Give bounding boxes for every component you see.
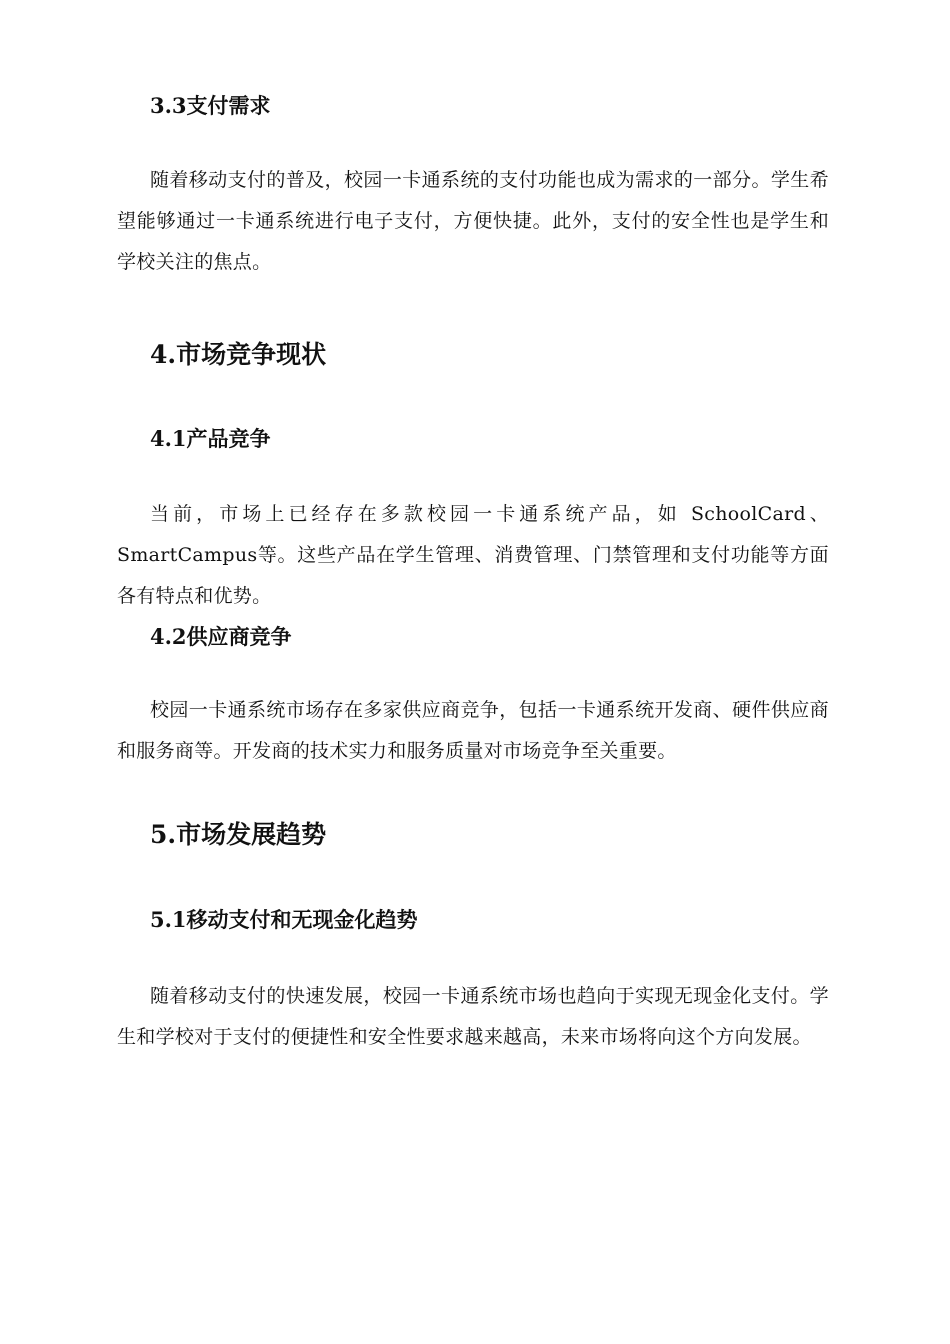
paragraph-product-competition: 当前，市场上已经存在多款校园一卡通系统产品，如 SchoolCard、SmartCampus等。这些产品在学生管理、消费管理、门禁管理和支付功能等方面各有特点和优势。: [117, 503, 829, 607]
heading-5-1-mobile-cashless: 5.1移动支付和无现金化趋势: [150, 907, 418, 932]
paragraph-supplier-competition: 校园一卡通系统市场存在多家供应商竞争，包括一卡通系统开发商、硬件供应商和服务商等。开发商的技术实力和服务质量对市场竞争至关重要。: [117, 699, 829, 762]
heading-3-3-payment-demand: 3.3支付需求: [150, 93, 271, 118]
heading-4-market-competition: 4.市场竞争现状: [150, 340, 327, 369]
paragraph-payment-demand: 随着移动支付的普及，校园一卡通系统的支付功能也成为需求的一部分。学生希望能够通过一卡通系统进行电子支付，方便快捷。此外，支付的安全性也是学生和学校关注的焦点。: [117, 169, 829, 273]
heading-4-2-supplier-competition: 4.2供应商竞争: [150, 624, 292, 649]
paragraph-mobile-cashless: 随着移动支付的快速发展，校园一卡通系统市场也趋向于实现无现金化支付。学生和学校对于支付的便捷性和安全性要求越来越高，未来市场将向这个方向发展。: [117, 985, 829, 1048]
heading-5-market-trends: 5.市场发展趋势: [150, 820, 327, 849]
heading-4-1-product-competition: 4.1产品竞争: [150, 426, 271, 451]
